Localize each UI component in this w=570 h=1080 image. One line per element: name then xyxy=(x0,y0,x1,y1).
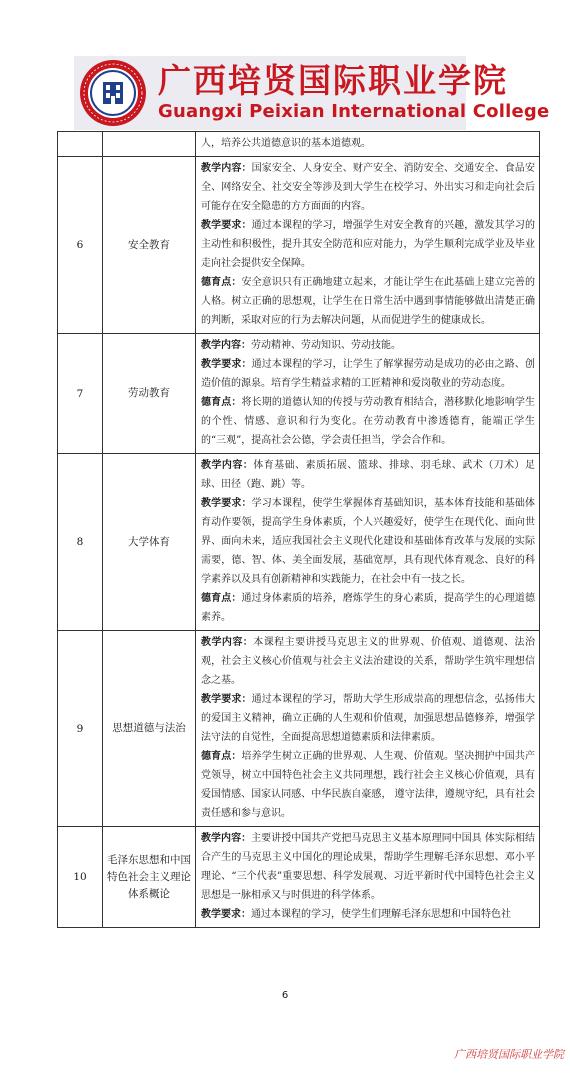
course-moral: 通过身体素质的培养，磨炼学生的身心素质，提高学生的心理道德素养。 xyxy=(201,593,535,623)
course-description xyxy=(196,827,540,928)
course-requirement: 通过本课程的学习，使学生们理解毛泽东思想和中国特色社 xyxy=(251,909,511,920)
course-description xyxy=(196,454,540,631)
course-name: 劳动教育 xyxy=(103,334,196,454)
course-description xyxy=(196,334,540,454)
course-name: 毛泽东思想和中国特色社会主义理论体系概论 xyxy=(103,827,196,928)
table-row-continued xyxy=(58,132,540,157)
course-content: 本课程主要讲授马克思主义的世界观、价值观、道德观、法治观，社会主义核心价值观与社会主义法治建设的关系，帮助学生筑牢理想信念之基。 xyxy=(201,637,536,686)
requirement-label: 教学要求： xyxy=(201,694,252,705)
course-description xyxy=(196,631,540,827)
row-number: 7 xyxy=(58,334,103,454)
course-moral: 安全意识只有正确地建立起来，才能让学生在此基础上建立完善的人格。树立正确的思想观，让学生在日常生活中遇到事情能够做出清楚正确的判断，采取对应的行为去解决问题，从而促进学生的健康成长。 xyxy=(201,277,535,326)
course-content: 国家安全、人身安全、财产安全、消防安全、交通安全、食品安全、网络安全、社交安全等涉及到大学生在校学习、外出实习和走向社会后可能存在安全隐患的方方面面的内容。 xyxy=(201,163,535,212)
header-banner xyxy=(74,56,550,130)
course-requirement: 通过本课程的学习，帮助大学生形成崇高的理想信念，弘扬伟大的爱国主义精神，确立正确的人生观和价值观，加强思想品德修养，增强学法守法的自觉性，全面提高思想道德素质和法律素质。 xyxy=(201,694,535,743)
course-requirement: 通过本课程的学习，增强学生对安全教育的兴趣，激发其学习的主动性和积极性，提升其安全防范和应对能力，为学生顺利完成学业及毕业走向社会提供安全保障。 xyxy=(201,220,535,269)
row-number: 6 xyxy=(58,157,103,334)
table-row xyxy=(58,334,540,454)
table-row xyxy=(58,454,540,631)
content-label: 教学内容： xyxy=(201,637,254,648)
table-row xyxy=(58,631,540,827)
course-name: 思想道德与法治 xyxy=(103,631,196,827)
requirement-label: 教学要求： xyxy=(201,909,251,920)
course-content: 体育基础、素质拓展、篮球、排球、羽毛球、武术（刀术）足球、田径（跑、跳）等。 xyxy=(201,460,536,490)
college-seal-icon xyxy=(78,58,148,128)
moral-label: 德育点： xyxy=(201,277,242,288)
content-label: 教学内容： xyxy=(201,163,252,174)
table-row xyxy=(58,157,540,334)
requirement-label: 教学要求： xyxy=(201,220,252,231)
course-content: 主要讲授中国共产党把马克思主义基本原理同中国具 体实际相结合产生的马克思主义中国化的理论成果，帮助学生理解毛泽东思想、邓小平理论、“三个代表”重要思想、科学发展观、习近平新时代中国特色社会主义思想是一脉相承又与时俱进的科学体系。 xyxy=(201,833,535,901)
course-description xyxy=(196,157,540,334)
college-name-en: Guangxi Peixian International College xyxy=(158,101,550,122)
course-name: 大学体育 xyxy=(103,454,196,631)
course-moral: 将长期的道德认知的传授与劳动教育相结合，潜移默化地影响学生的个性、情感、意识和行为变化。在劳动教育中渗透德育，能端正学生的“三观”，提高社会公德，学会责任担当，学会合作和。 xyxy=(201,397,535,446)
college-watermark: 广西培贤国际职业学院 xyxy=(454,1048,564,1061)
curriculum-table xyxy=(57,131,540,928)
requirement-label: 教学要求： xyxy=(201,359,252,370)
course-requirement: 通过本课程的学习，让学生了解掌握劳动是成功的必由之路、创造价值的源泉。培育学生精益求精的工匠精神和爱岗敬业的劳动态度。 xyxy=(201,359,535,389)
row-number: 9 xyxy=(58,631,103,827)
row-number: 10 xyxy=(58,827,103,928)
content-label: 教学内容： xyxy=(201,460,254,471)
row-number: 8 xyxy=(58,454,103,631)
college-name-cn: 广西培贤国际职业学院 xyxy=(158,61,508,100)
continued-text: 人，培养公共道德意识的基本道德观。 xyxy=(201,138,371,149)
content-label: 教学内容： xyxy=(201,340,251,351)
moral-label: 德育点： xyxy=(201,593,242,604)
content-label: 教学内容： xyxy=(201,833,252,844)
moral-label: 德育点： xyxy=(201,397,242,408)
course-moral: 培养学生树立正确的世界观、人生观、价值观。坚决拥护中国共产党领导，树立中国特色社会主义共同理想，践行社会主义核心价值观，具有爱国情感、国家认同感、中华民族自豪感， 遵守法律，遵规守纪，具有社会责任感和参与意识。 xyxy=(201,751,535,819)
course-content: 劳动精神、劳动知识、劳动技能。 xyxy=(251,340,401,351)
course-requirement: 学习本课程，使学生掌握体育基础知识，基本体育技能和基础体育动作要领，提高学生身体素质，个人兴趣爱好，使学生在现代化、面向世界、面向未来，适应我国社会主义现代化建设和基础体育改革与发展的实际需要，德、智、体、美全面发展，基础宽厚，具有现代体育观念、良好的科学素养以及具有创新精神和实践能力，在社会中有一技之长。 xyxy=(201,498,535,585)
course-name: 安全教育 xyxy=(103,157,196,334)
page-number: 6 xyxy=(281,990,289,1001)
moral-label: 德育点： xyxy=(201,751,242,762)
table-row xyxy=(58,827,540,928)
requirement-label: 教学要求： xyxy=(201,498,252,509)
